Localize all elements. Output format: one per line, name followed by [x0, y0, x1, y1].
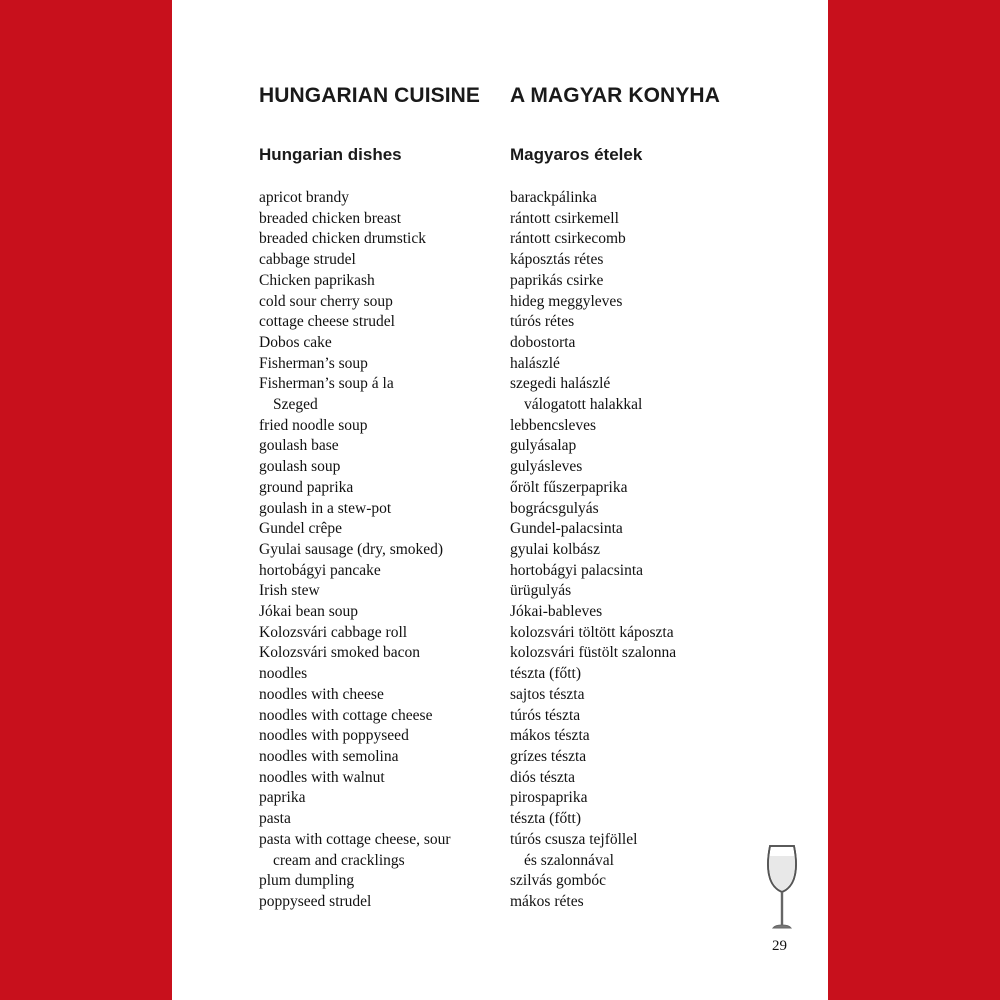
list-item: diós tészta — [510, 768, 575, 786]
list-item: goulash in a stew-pot — [259, 499, 392, 517]
list-item: goulash soup — [259, 458, 341, 476]
list-item: szegedi halászlé — [510, 375, 611, 393]
list-item: szilvás gombóc — [510, 872, 606, 890]
english-dish-list — [259, 188, 451, 913]
list-item: grízes tészta — [510, 747, 587, 765]
list-item: breaded chicken breast — [259, 209, 402, 227]
list-item: noodles with semolina — [259, 747, 399, 765]
list-item: kolozsvári füstölt szalonna — [510, 644, 677, 662]
list-item-continuation: válogatott halakkal — [524, 396, 643, 414]
english-title: HUNGARIAN CUISINE — [259, 84, 481, 107]
list-item: pirospaprika — [510, 789, 588, 807]
list-item: hortobágyi palacsinta — [510, 561, 643, 579]
list-item: túrós rétes — [510, 313, 575, 331]
hungarian-title: A MAGYAR KONYHA — [510, 84, 720, 107]
list-item: tészta (főtt) — [510, 810, 582, 828]
list-item: gulyásleves — [510, 458, 583, 476]
list-item: fried noodle soup — [259, 416, 368, 434]
list-item: kolozsvári töltött káposzta — [510, 623, 674, 641]
list-item: tészta (főtt) — [510, 665, 582, 683]
english-subtitle: Hungarian dishes — [259, 145, 402, 164]
list-item: paprika — [259, 789, 306, 807]
list-item-continuation: és szalonnával — [524, 851, 614, 869]
list-item: Jókai bean soup — [259, 603, 359, 621]
list-item: Fisherman’s soup — [259, 354, 368, 372]
list-item: sajtos tészta — [510, 685, 585, 703]
list-item: rántott csirkemell — [510, 209, 619, 227]
list-item: poppyseed strudel — [259, 892, 372, 910]
list-item: túrós tészta — [510, 706, 581, 724]
list-item: breaded chicken drumstick — [259, 230, 426, 248]
list-item: pasta with cottage cheese, sour — [259, 830, 451, 848]
hungarian-subtitle: Magyaros ételek — [510, 145, 643, 164]
list-item: káposztás rétes — [510, 251, 604, 269]
list-item-continuation: Szeged — [273, 396, 318, 414]
list-item: Chicken paprikash — [259, 271, 375, 289]
list-item: Kolozsvári cabbage roll — [259, 623, 408, 641]
list-item: Gyulai sausage (dry, smoked) — [259, 540, 444, 558]
list-item: gyulai kolbász — [510, 540, 600, 558]
list-item: goulash base — [259, 437, 339, 455]
wine-glass-icon — [764, 842, 800, 932]
list-item: Gundel-palacsinta — [510, 520, 623, 538]
list-item: túrós csusza tejföllel — [510, 830, 638, 848]
list-item: lebbencsleves — [510, 416, 597, 434]
list-item: plum dumpling — [259, 872, 355, 890]
list-item: mákos tészta — [510, 727, 590, 745]
list-item: ground paprika — [259, 478, 354, 496]
list-item: halászlé — [510, 354, 560, 372]
list-item: Gundel crêpe — [259, 520, 343, 538]
list-item: noodles with cottage cheese — [259, 706, 433, 724]
list-item: paprikás csirke — [510, 271, 604, 289]
list-item: noodles with walnut — [259, 768, 385, 786]
list-item: Dobos cake — [259, 333, 332, 351]
list-item: mákos rétes — [510, 892, 584, 910]
list-item: Kolozsvári smoked bacon — [259, 644, 420, 662]
list-item: bográcsgulyás — [510, 499, 599, 517]
book-page — [172, 0, 828, 1000]
list-item: Irish stew — [259, 582, 320, 600]
list-item: hideg meggyleves — [510, 292, 623, 310]
list-item: barackpálinka — [510, 189, 597, 206]
list-item: rántott csirkecomb — [510, 230, 626, 248]
list-item: dobostorta — [510, 333, 576, 351]
list-item: hortobágyi pancake — [259, 561, 381, 579]
list-item: pasta — [259, 810, 291, 828]
list-item: noodles with cheese — [259, 685, 384, 703]
list-item: apricot brandy — [259, 189, 349, 206]
list-item: Fisherman’s soup á la — [259, 375, 394, 393]
hungarian-dish-list — [510, 188, 676, 913]
list-item: Jókai-bableves — [510, 603, 603, 621]
list-item: gulyásalap — [510, 437, 577, 455]
list-item: noodles with poppyseed — [259, 727, 409, 745]
list-item: őrölt fűszerpaprika — [510, 478, 628, 496]
list-item: cabbage strudel — [259, 251, 356, 269]
list-item: ürügulyás — [510, 582, 572, 600]
list-item: cold sour cherry soup — [259, 292, 393, 310]
list-item-continuation: cream and cracklings — [273, 851, 405, 869]
page-number: 29 — [772, 938, 787, 954]
list-item: cottage cheese strudel — [259, 313, 395, 331]
list-item: noodles — [259, 665, 308, 683]
